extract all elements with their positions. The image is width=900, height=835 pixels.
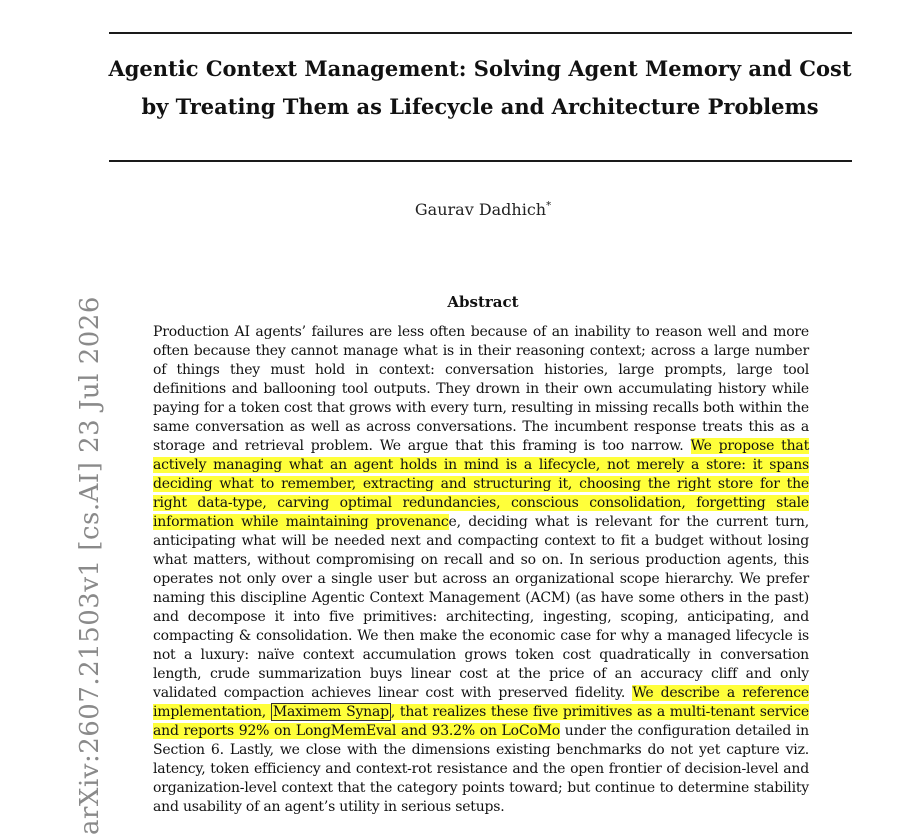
arxiv-stamp: arXiv:2607.21503v1 [cs.AI] 23 Jul 2026	[75, 296, 105, 835]
abstract-highlight-2b: , that realizes these five primitives as a multi-tenant service and reports 92% on LongMemEval and 93.2% on LoCoMo	[153, 704, 809, 739]
abstract-highlight-2a: We describe a reference implementation,	[153, 685, 809, 720]
abstract-body	[153, 323, 809, 817]
abstract-text-3: under the configuration detailed in Section 6. Lastly, we close with the dimensions existing benchmarks do not yet capture viz. latency, token efficiency and context-rot resistance and the open frontier of decision-level and organization-level context that the category points toward; but continue to determine stability and usability of an agent’s utility in serious setups.	[153, 723, 809, 815]
abstract-text-2: e, deciding what is relevant for the current turn, anticipating what will be needed next and compacting context to fit a budget without losing what matters, without compromising on recall and so on. In serious production agents, this operates not only over a single user but across an organizational scope hierarchy. We prefer naming this discipline Agentic Context Management (ACM) (as have some others in the past) and decompose it into five primitives: architecting, ingesting, scoping, anticipating, and compacting & consolidation. We then make the economic case for why a managed lifecycle is not a luxury: naïve context accumulation grows token cost quadratically in conversation length, crude summarization buys linear cost at the price of an accuracy cliff and only validated compaction achieves linear cost with preserved fidelity.	[153, 514, 810, 701]
abstract-highlight-1: We propose that actively managing what an agent holds in mind is a lifecycle, not merely a store: it spans deciding what to remember, extracting and structuring it, choosing the right store for the right data-type, carving optimal redundancies, conscious consolidation, forgetting stale information while maintaining provenanc	[153, 438, 809, 530]
bottom-rule	[109, 160, 852, 162]
boxed-term: Maximem Synap	[272, 704, 389, 720]
paper-title	[80, 50, 880, 126]
author-name	[0, 200, 900, 219]
author-text: Gaurav Dadhich	[414, 200, 547, 219]
abstract-heading: Abstract	[447, 293, 519, 311]
title-line-1: Agentic Context Management: Solving Agent Memory and Cost	[108, 56, 852, 81]
abstract-text-1: Production AI agents’ failures are less often because of an inability to reason well and more often because they cannot manage what is in their reasoning context; across a large number of things they must hold in context: conversation histories, large prompts, large tool definitions and ballooning tool outputs. They drown in their own accumulating history while paying for a token cost that grows with every turn, resulting in missing recalls both within the same conversation as well as across conversations. The incumbent response treats this as a storage and retrieval problem. We argue that this framing is too narrow.	[153, 324, 809, 454]
title-line-2: by Treating Them as Lifecycle and Architecture Problems	[141, 94, 819, 119]
top-rule	[109, 32, 852, 34]
author-footnote-mark: *	[546, 200, 552, 212]
